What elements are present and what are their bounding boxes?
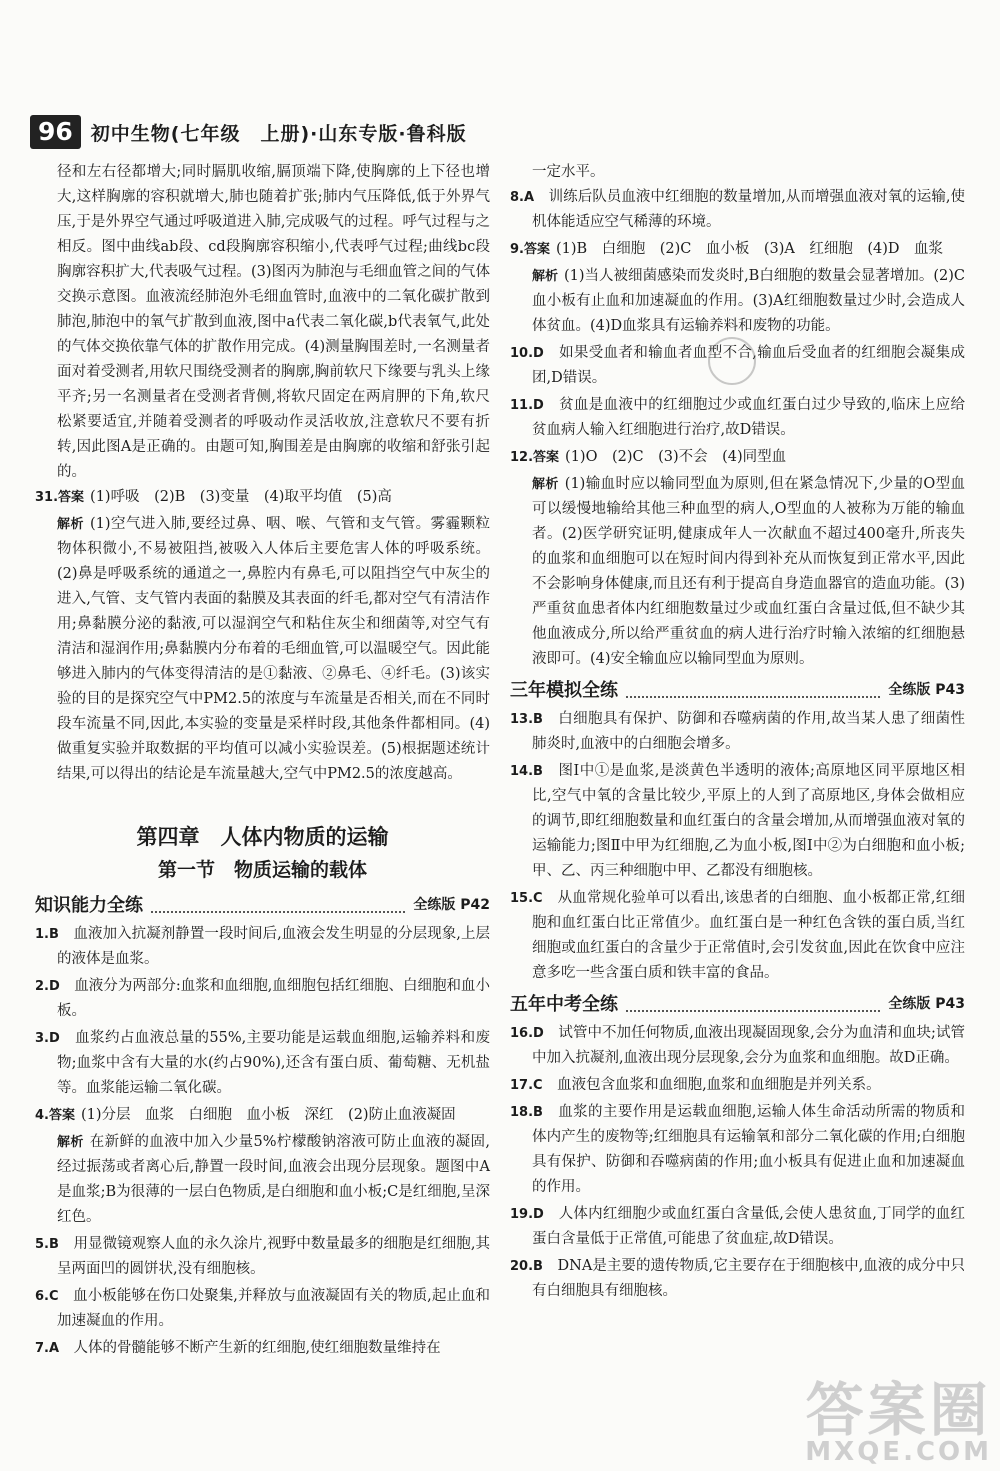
answer-item — [510, 393, 965, 443]
item-number: 7.A — [35, 1341, 60, 1356]
item-text: 训练后队员血液中红细胞的数量增加,从而增强血液对氧的运输,使机体能适应空气稀薄的环境。 — [532, 189, 966, 230]
item-number: 15.C — [510, 891, 543, 906]
item-text: 人体的骨髓能够不断产生新的红细胞,使红细胞数量维持在 — [73, 1340, 441, 1356]
question-31-answer — [35, 485, 490, 510]
explanation-text: 在新鲜的血液中加入少量5%柠檬酸钠溶液可防止血液的凝固,经过振荡或者离心后,静置一段时间,血液会出现分层现象。题图中A是血浆;B为很薄的一层白色物质,是白细胞和血小板;C是红细胞,呈深红色。 — [57, 1134, 490, 1225]
item-text: 贫血是血液中的红细胞过少或血红蛋白过少导致的,临床上应给贫血病人输入红细胞进行治疗,故D错误。 — [532, 397, 966, 438]
answer-item — [35, 974, 490, 1024]
continued-paragraph: 径和左右径都增大;同时膈肌收缩,膈顶端下降,使胸廓的上下径也增大,这样胸廓的容积就增大,肺也随着扩张;肺内气压降低,低于外界气压,于是外界空气通过呼吸道进入肺,完成吸气的过程。呼气过程与之相反。图中曲线ab段、cd段胸廓容积缩小,代表呼气过程;曲线bc段胸廓容积扩大,代表吸气过程。(3)图丙为肺泡与毛细血管之间的气体交换示意图。血液流经肺泡外毛细血管时,血液中的二氧化碳扩散到肺泡,肺泡中的氧气扩散到血液,图中a代表二氧化碳,b代表氧气,此处的气体交换依靠气体的扩散作用完成。(4)测量胸围差时,一名测量者面对着受测者,用软尺围绕受测者的胸廓,胸前软尺下缘要与乳头上缘平齐;另一名测量者在受测者背侧,将软尺固定在两肩胛的下角,软尺松紧要适宜,并随着受测者的呼吸动作灵活收放,注意软尺不要有折转,因此图A是正确的。由题可知,胸围差是由胸廓的收缩和舒张引起的。 — [57, 164, 490, 480]
answer-label: 答案 — [58, 490, 85, 505]
question-number: 12. — [510, 450, 534, 465]
item-number: 18.B — [510, 1105, 543, 1120]
continued-text: 一定水平。 — [532, 164, 605, 180]
section-bar-three-year — [510, 678, 965, 703]
right-column — [510, 160, 965, 1306]
answer-item — [510, 759, 965, 884]
answer-item — [35, 1232, 490, 1282]
site-watermark — [805, 1376, 992, 1467]
question-9-answer — [510, 237, 965, 262]
book-title: 初中生物(七年级 上册)·山东专版·鲁科版 — [90, 122, 467, 145]
bar-title: 三年模拟全练 — [510, 680, 618, 701]
page-number: 96 — [30, 115, 81, 149]
item-text: 血浆的主要作用是运载血细胞,运输人体生命活动所需的物质和体内产生的废物等;红细胞具有运输氧和部分二氧化碳的作用;白细胞具有保护、防御和吞噬病菌的作用;血小板具有促进止血和加速凝血的作用。 — [532, 1104, 966, 1195]
question-9-explanation — [532, 264, 965, 339]
answer-item — [510, 1100, 965, 1200]
answer-item — [510, 1021, 965, 1071]
item-text: 白细胞具有保护、防御和吞噬病菌的作用,故当某人患了细菌性肺炎时,血液中的白细胞会增多。 — [532, 711, 966, 752]
explanation-label: 解析 — [532, 269, 559, 284]
bar-title: 知识能力全练 — [35, 895, 143, 916]
left-column — [35, 160, 490, 1363]
explanation-text: (1)输血时应以输同型血为原则,但在紧急情况下,少量的O型血可以缓慢地输给其他三种血型的病人,O型血的人被称为万能的输血者。(2)医学研究证明,健康成年人一次献血不超过400毫升,所丧失的血浆和血细胞可以在短时间内得到补充从而恢复到正常水平,因此不会影响身体健康,而且还有利于提高自身造血器官的造血功能。(3)严重贫血患者体内红细胞数量过少或血红蛋白含量过低,但不缺少其他血液成分,所以给严重贫血的病人进行治疗时输入浓缩的红细胞悬液即可。(4)安全输血应以输同型血为原则。 — [532, 476, 965, 667]
answer-text: (1)分层 血浆 白细胞 血小板 深红 (2)防止血液凝固 — [81, 1107, 456, 1123]
item-number: 10.D — [510, 346, 544, 361]
item-number: 20.B — [510, 1259, 543, 1274]
section-bar-five-year — [510, 992, 965, 1017]
item-text: 从血常规化验单可以看出,该患者的白细胞、血小板都正常,红细胞和血红蛋白比正常值少。血红蛋白是一种红色含铁的蛋白质,当红细胞或血红蛋白的含量少于正常值时,会引发贫血,因此在饮食中应注意多吃一些含蛋白质和铁丰富的食品。 — [532, 890, 966, 981]
item-number: 16.D — [510, 1026, 544, 1041]
item-number: 2.D — [35, 979, 60, 994]
item-text: 如果受血者和输血者血型不合,输血后受血者的红细胞会凝集成团,D错误。 — [532, 345, 966, 386]
item-number: 19.D — [510, 1207, 544, 1222]
item-text: 血液加入抗凝剂静置一段时间后,血液会发生明显的分层现象,上层的液体是血浆。 — [57, 926, 491, 967]
question-number: 31. — [35, 490, 59, 505]
page-header — [30, 112, 467, 152]
answer-item — [510, 1073, 965, 1098]
item-number: 5.B — [35, 1237, 59, 1252]
item-text: 血小板能够在伤口处聚集,并释放与血液凝固有关的物质,起止血和加速凝血的作用。 — [57, 1288, 491, 1329]
chapter-title: 第四章 人体内物质的运输 — [136, 825, 389, 849]
item-number: 3.D — [35, 1031, 60, 1046]
item-text: DNA是主要的遗传物质,它主要存在于细胞核中,血液的成分中只有白细胞具有细胞核。 — [532, 1258, 965, 1299]
stamp-mark — [708, 337, 756, 385]
question-12-answer — [510, 445, 965, 470]
item-text: 血液包含血浆和血细胞,血浆和血细胞是并列关系。 — [557, 1077, 881, 1093]
bar-page-ref: 全练版 P42 — [413, 897, 490, 913]
explanation-label: 解析 — [57, 1135, 84, 1150]
answer-item — [510, 1254, 965, 1304]
question-4-answer — [35, 1103, 490, 1128]
answer-item — [510, 185, 965, 235]
item-text: 血浆约占血液总量的55%,主要功能是运载血细胞,运输养料和废物;血浆中含有大量的水(约占90%),还含有蛋白质、葡萄糖、无机盐等。血浆能运输二氧化碳。 — [57, 1030, 490, 1096]
watermark-logo-text: 答案圈 — [805, 1376, 992, 1444]
answer-item — [35, 1026, 490, 1101]
item-number: 1.B — [35, 927, 59, 942]
item-text: 试管中不加任何物质,血液出现凝固现象,会分为血清和血块;试管中加入抗凝剂,血液出现分层现象,会分为血浆和血细胞。故D正确。 — [532, 1025, 966, 1066]
answer-item — [510, 707, 965, 757]
item-number: 11.D — [510, 398, 544, 413]
question-12-explanation — [532, 472, 965, 672]
explanation-text: (1)空气进入肺,要经过鼻、咽、喉、气管和支气管。雾霾颗粒物体积微小,不易被阻挡,被吸入人体后主要危害人体的呼吸系统。(2)鼻是呼吸系统的通道之一,鼻腔内有鼻毛,可以阻挡空气中灰尘的进入,气管、支气管内表面的黏膜及其表面的纤毛,都对空气有清洁作用;鼻黏膜分泌的黏液,可以湿润空气和粘住灰尘和细菌等,对空气有清洁和湿润作用;鼻黏膜内分布着的毛细血管,可以温暖空气。因此能够进入肺内的气体变得清洁的是①黏液、②鼻毛、④纤毛。(3)该实验的目的是探究空气中PM2.5的浓度与车流量是否相关,而在不同时段车流量不同,因此,本实验的变量是采样时段,其他条件都相同。(4)做重复实验并取数据的平均值可以减小实验误差。(5)根据题述统计结果,可以得出的结论是车流量越大,空气中PM2.5的浓度越高。 — [57, 516, 490, 782]
section-title: 第一节 物质运输的载体 — [157, 859, 367, 881]
question-31-explanation — [57, 512, 490, 787]
question-4-explanation — [57, 1130, 490, 1230]
section-bar-knowledge — [35, 893, 490, 918]
item-number: 17.C — [510, 1078, 543, 1093]
explanation-label: 解析 — [532, 477, 559, 492]
explanation-label: 解析 — [57, 517, 84, 532]
answer-label: 答案 — [48, 1108, 75, 1123]
answer-item — [35, 1284, 490, 1334]
watermark-domain: MXQE.COM — [805, 1437, 992, 1467]
question-number: 9. — [510, 242, 524, 257]
item-number: 14.B — [510, 764, 543, 779]
item-number: 6.C — [35, 1289, 59, 1304]
answer-text: (1)呼吸 (2)B (3)变量 (4)取平均值 (5)高 — [90, 489, 392, 505]
dotted-leader — [626, 684, 880, 698]
bar-page-ref: 全练版 P43 — [888, 996, 965, 1012]
answer-text: (1)B 白细胞 (2)C 血小板 (3)A 红细胞 (4)D 血浆 — [556, 241, 944, 257]
item-number: 8.A — [510, 190, 535, 205]
dotted-leader — [626, 998, 880, 1012]
item-number: 13.B — [510, 712, 543, 727]
answer-item — [510, 1202, 965, 1252]
answer-item — [35, 922, 490, 972]
answer-label: 答案 — [523, 242, 550, 257]
answer-text: (1)O (2)C (3)不会 (4)同型血 — [565, 449, 787, 465]
question-number: 4. — [35, 1108, 49, 1123]
bar-page-ref: 全练版 P43 — [888, 682, 965, 698]
answer-item — [510, 886, 965, 986]
explanation-text: (1)当人被细菌感染而发炎时,B白细胞的数量会显著增加。(2)C血小板有止血和加速凝血的作用。(3)A红细胞数量过少时,会造成人体贫血。(4)D血浆具有运输养料和废物的功能。 — [532, 268, 965, 334]
item-text: 血液分为两部分:血浆和血细胞,血细胞包括红细胞、白细胞和血小板。 — [57, 978, 490, 1019]
answer-item — [35, 1336, 490, 1361]
dotted-leader — [151, 899, 405, 913]
item-text: 人体内红细胞少或血红蛋白含量低,会使人患贫血,丁同学的血红蛋白含量低于正常值,可能患了贫血症,故D错误。 — [532, 1206, 966, 1247]
item-text: 图Ⅰ中①是血浆,是淡黄色半透明的液体;高原地区同平原地区相比,空气中氧的含量比较少,平原上的人到了高原地区,身体会做相应的调节,即红细胞数量和血红蛋白的含量会增加,从而增强血液对氧的运输能力;图Ⅱ中甲为红细胞,乙为血小板,图Ⅰ中②为白细胞和血小板;甲、乙、丙三种细胞中甲、乙都没有细胞核。 — [532, 763, 965, 879]
item-text: 用显微镜观察人血的永久涂片,视野中数量最多的细胞是红细胞,其呈两面凹的圆饼状,没有细胞核。 — [57, 1236, 491, 1277]
answer-label: 答案 — [533, 450, 560, 465]
bar-title: 五年中考全练 — [510, 994, 618, 1015]
